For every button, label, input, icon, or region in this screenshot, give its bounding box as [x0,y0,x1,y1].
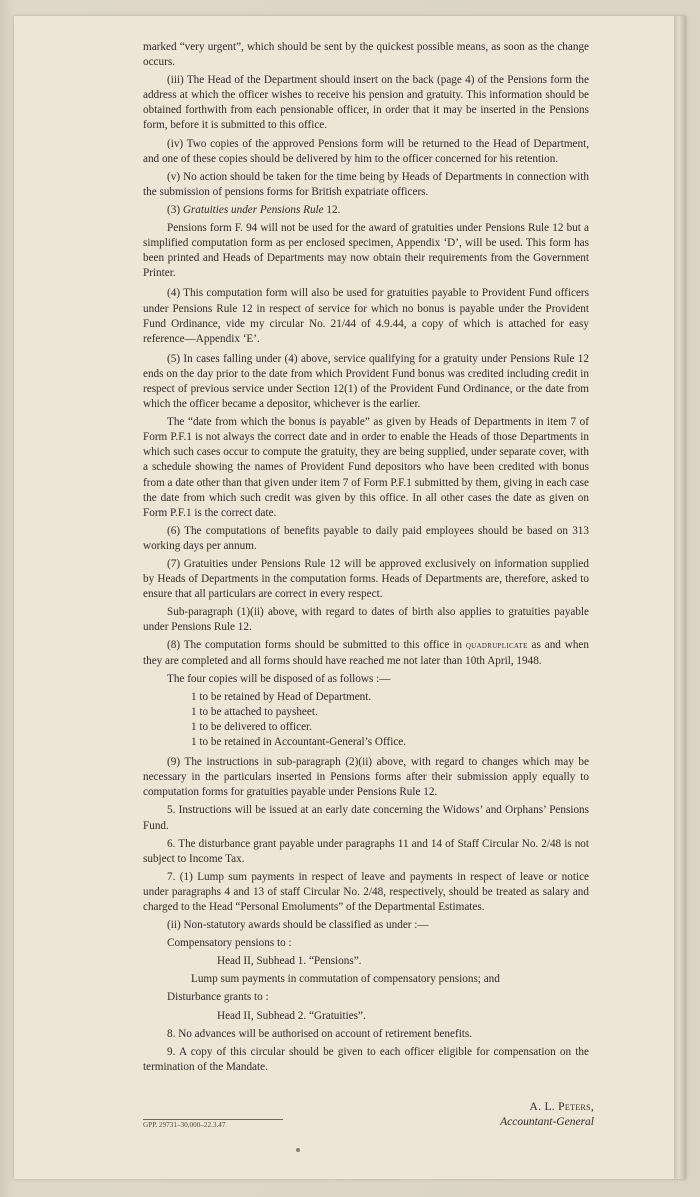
paragraph-7-sub: Sub-paragraph (1)(ii) above, with regard to dates of birth also applies to gratuities payable under Pensions Rule 12. [143,606,589,634]
paragraph-5-date-note: The “date from which the bonus is payable” as given by Heads of Departments in item 7 of Form P.F.1 is not always the correct date and in order to enable the Heads of those Departments in which such cases occur to compute the gratuity, they are being supplied, under separate cover, with a schedule showing the names of Provident Fund depositors who have been credited with bonus from a date other than that given under item 7 of Form P.F.1 submitted by them, giving in each case the date from which such credit was given by this office. In all other cases the date as given on Form P.F.1 is the correct date. [143,416,589,519]
classification-lump-sum: Lump sum payments in commutation of compensatory pensions; and [191,973,500,986]
copies-item-2: 1 to be attached to paysheet. [191,705,318,718]
classification-head-2: Head II, Subhead 2. “Gratuities”. [217,1009,366,1022]
copies-item-3: 1 to be delivered to officer. [191,720,312,733]
section-7-1: 7. (1) Lump sum payments in respect of leave and payments in respect of leave or notice under paragraphs 4 and 13 of staff Circular No. 2/48, respectively, should be treated as salary and charged to the Head “Personal Emoluments” of the Departmental Estimates. [143,870,589,913]
section-9: 9. A copy of this circular should be given to each officer eligible for compensation on the termination of the Mandate. [143,1045,589,1073]
paragraph-8 [143,638,589,668]
section-5: 5. Instructions will be issued at an early date concerning the Widows’ and Orphans’ Pensions Fund. [143,804,589,832]
section-7-ii: (ii) Non-statutory awards should be classified as under :— [167,919,429,932]
section-3-number: (3) [167,203,181,216]
section-3-heading [143,203,589,218]
paragraph-continuation: marked “very urgent”, which should be sent by the quickest possible means, as soon as the change occurs. [143,41,589,69]
printer-code: GPP. 29731–30,000–22.3.47 [143,1119,283,1129]
section-8: 8. No advances will be authorised on account of retirement benefits. [167,1027,473,1040]
paragraph-9: (9) The instructions in sub-paragraph (2)(ii) above, with regard to changes which may be necessary in the particulars inserted in Pensions forms after their submission apply equally to computation forms for gratuities payable under Pensions Rule 12. [143,756,589,799]
copies-item-1: 1 to be retained by Head of Department. [191,690,372,703]
page-mark [296,1148,300,1152]
paragraph-8-start: (8) The computation forms should be submitted to this office in [167,639,462,652]
paragraph-2-iv: (iv) Two copies of the approved Pensions form will be returned to the Head of Department, and one of these copies should be delivered by him to the officer concerned for his retention. [143,137,589,165]
section-3-rule: 12. [326,203,341,216]
paragraph-7: (7) Gratuities under Pensions Rule 12 will be approved exclusively on information supplied by Heads of Departments in the computation forms. Heads of Departments are, therefore, asked to ensure that all particulars are correct in every respect. [143,558,589,601]
paragraph-5: (5) In cases falling under (4) above, service qualifying for a gratuity under Pensions Rule 12 ends on the day prior to the date from which Provident Fund bonus was credited including credit in respect of previous service under Section 12(1) of the Provident Fund Ordinance, or the date from which the officer became a depositor, whichever is the earlier. [143,352,589,411]
paragraph-8-end: as and when they are completed and all forms should have reached me not later than 10th April, 1948. [143,639,589,667]
page-edge [674,16,686,1179]
paragraph-2-v: (v) No action should be taken for the time being by Heads of Departments in connection with the submission of pensions forms for British expatriate officers. [143,170,589,198]
circular-body [143,40,589,1078]
paragraph-3-body: Pensions form F. 94 will not be used for the award of gratuities under Pensions Rule 12 but a simplified computation form as per enclosed specimen, Appendix ‘D’, will be used. This form has been printed and Heads of Departments may now obtain their requirements from the Government Printer. [143,222,589,280]
classification-compensatory: Compensatory pensions to : [167,937,292,950]
paragraph-2-iii: (iii) The Head of the Department should insert on the back (page 4) of the Pensions form the address at which the officer wishes to receive his pension and gratuity. This information should be obtained forthwith from each pensionable officer, in order that it may be inserted in the Pensions form, before it is submitted to this office. [143,74,589,132]
classification-disturbance: Disturbance grants to : [167,991,269,1004]
copies-item-4: 1 to be retained in Accountant-General’s Office. [191,736,407,749]
quadruplicate-term: quadruplicate [465,640,528,652]
copies-intro: The four copies will be disposed of as follows :— [167,672,391,685]
signatory-name: A. L. Peters, [529,1101,594,1113]
signatory-title: Accountant-General [500,1116,594,1128]
section-3-title: Gratuities under Pensions Rule [182,203,324,216]
paragraph-4: (4) This computation form will also be used for gratuities payable to Provident Fund officers under Pensions Rule 12 in respect of service for which no bonus is payable under the Provident Fund Ordinance, vide my circular No. 21/44 of 4.9.44, a copy of which is attached for easy reference—Appendix ‘E’. [143,287,589,345]
section-6: 6. The disturbance grant payable under paragraphs 11 and 14 of Staff Circular No. 2/48 is not subject to Income Tax. [143,837,589,865]
paragraph-6: (6) The computations of benefits payable to daily paid employees should be based on 313 working days per annum. [143,524,589,552]
classification-head-1: Head II, Subhead 1. “Pensions”. [217,955,362,968]
signature-block [500,1100,594,1130]
